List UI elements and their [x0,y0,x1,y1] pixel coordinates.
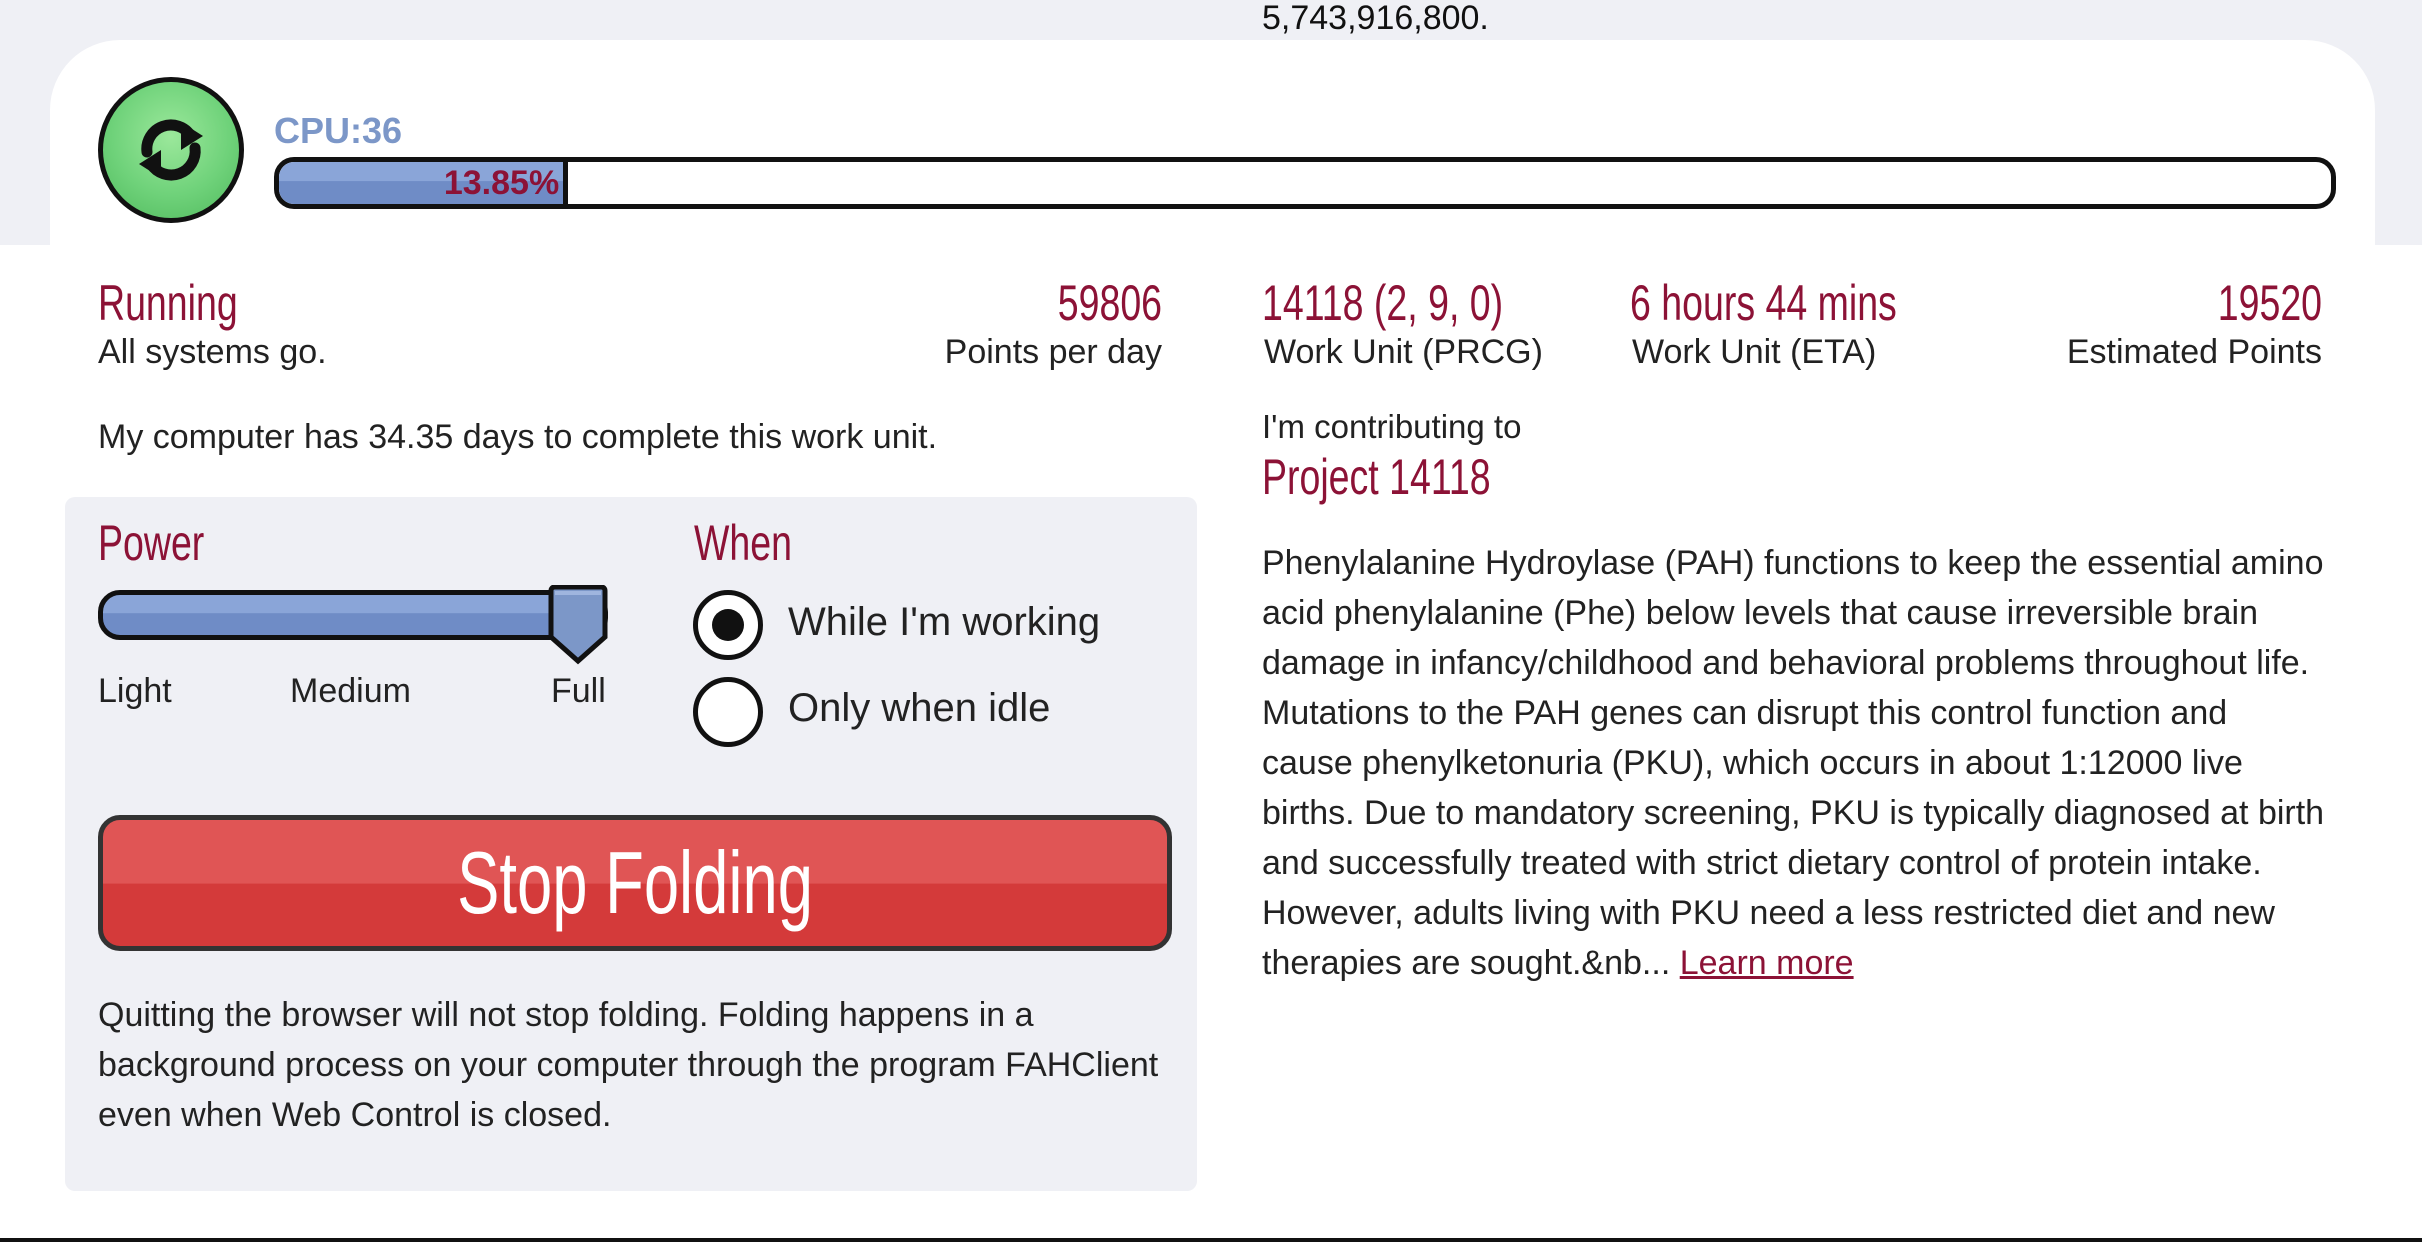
power-label-light: Light [98,672,172,710]
eta-value: 6 hours 44 mins [1630,275,1897,331]
option-while-working-label[interactable]: While I'm working [788,600,1101,644]
stop-folding-label: Stop Folding [457,833,813,932]
background-process-note: Quitting the browser will not stop folding. Folding happens in a background process on your computer through the program FAHClient even when Web Control is closed. [98,996,1159,1134]
work-unit-progress-bar [274,157,2336,209]
learn-more-link[interactable]: Learn more [1679,944,1854,982]
estimated-points-label: Estimated Points [2066,333,2322,371]
project-description [1262,538,2327,988]
progress-percent: 13.85% [443,164,560,202]
status-value: Running [98,275,238,331]
refresh-icon [129,108,213,192]
option-only-idle-label[interactable]: Only when idle [788,686,1051,730]
bottom-border [0,1238,2422,1242]
power-slider-thumb[interactable] [545,585,611,665]
radio-selected-dot [712,609,744,641]
ppd-label: Points per day [944,333,1162,371]
stop-folding-button[interactable] [98,815,1172,951]
prcg-label: Work Unit (PRCG) [1264,333,1543,371]
estimated-points-value: 19520 [2217,275,2322,331]
power-heading: Power [98,515,205,571]
status-description: All systems go. [98,333,327,371]
ppd-value: 59806 [1057,275,1162,331]
deadline-text: My computer has 34.35 days to complete this work unit. [98,418,938,456]
radio-while-working[interactable] [693,590,763,660]
power-label-medium: Medium [290,672,411,710]
contributing-intro: I'm contributing to [1262,408,1522,445]
prcg-value: 14118 (2, 9, 0) [1262,275,1504,331]
power-slider[interactable] [98,590,608,640]
radio-only-idle[interactable] [693,677,763,747]
cpu-label: CPU:36 [274,110,403,151]
slot-status-button[interactable] [98,77,244,223]
project-description-text: Phenylalanine Hydroylase (PAH) functions to keep the essential amino acid phenylalanine (Phe) below levels that cause irreversible brain damage in infancy/childhood and behavioral problems throughout life. Mutations to the PAH genes can disrupt this control function and cause phenylketonuria (PKU), which occurs in about 1:12000 live births. Due to mandatory screening, PKU is typically diagnosed at birth and successfully treated with strict dietary control of protein intake. However, adults living with PKU need a less restricted diet and new therapies are sought.&nb... [1262,544,2325,982]
project-title: Project 14118 [1262,449,1491,505]
when-heading: When [694,515,792,571]
total-points-header: 5,743,916,800. [1262,0,1489,37]
eta-label: Work Unit (ETA) [1632,333,1877,371]
power-label-full: Full [551,672,606,710]
